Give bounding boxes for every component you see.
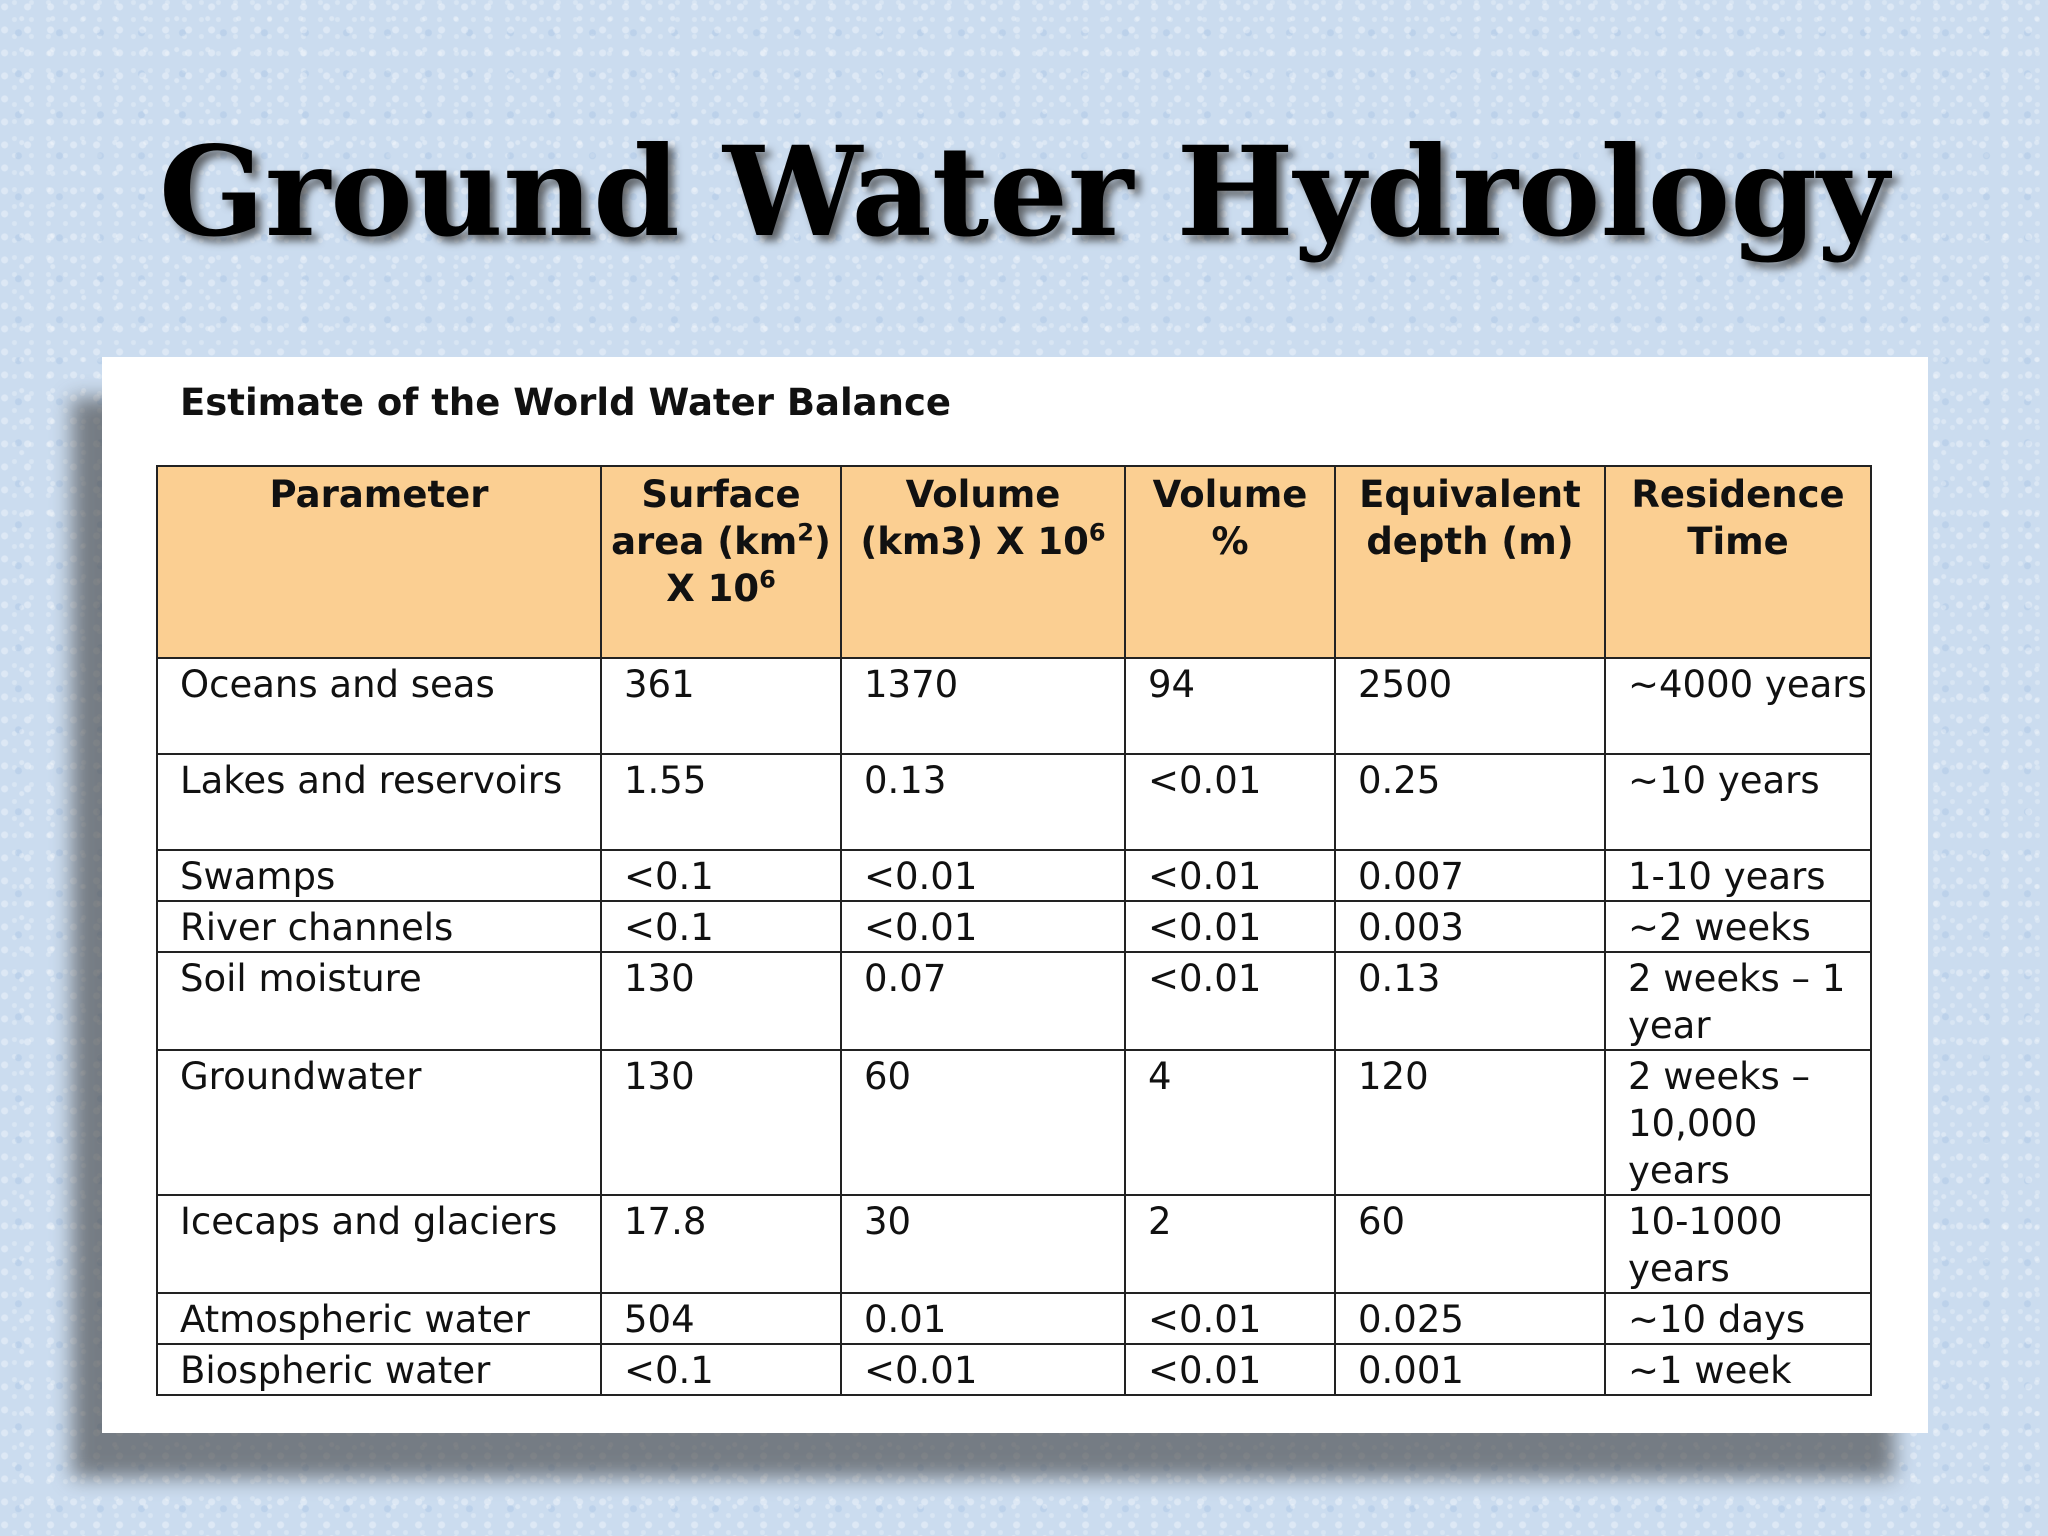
cell-residence-time: 2 weeks – 10,000 years (1605, 1050, 1871, 1195)
cell-volume-percent: <0.01 (1125, 1344, 1335, 1395)
cell-parameter: River channels (157, 901, 601, 952)
cell-volume: 0.13 (841, 754, 1125, 850)
cell-equivalent-depth: 2500 (1335, 658, 1605, 754)
cell-parameter: Groundwater (157, 1050, 601, 1195)
header-row (157, 466, 1871, 658)
cell-volume: 0.07 (841, 952, 1125, 1050)
cell-surface-area: <0.1 (601, 1344, 841, 1395)
table-row (157, 952, 1871, 1050)
cell-residence-time: 10-1000 years (1605, 1195, 1871, 1293)
cell-equivalent-depth: 60 (1335, 1195, 1605, 1293)
table-row (157, 658, 1871, 754)
cell-volume-percent: 2 (1125, 1195, 1335, 1293)
table-row (157, 850, 1871, 901)
cell-residence-time: 2 weeks – 1 year (1605, 952, 1871, 1050)
slide-title: Ground Water Hydrology (158, 120, 1890, 265)
table-row (157, 901, 1871, 952)
cell-equivalent-depth: 0.025 (1335, 1293, 1605, 1344)
cell-residence-time: ~10 days (1605, 1293, 1871, 1344)
cell-surface-area: 504 (601, 1293, 841, 1344)
table-row (157, 1344, 1871, 1395)
cell-volume-percent: 94 (1125, 658, 1335, 754)
cell-volume-percent: <0.01 (1125, 850, 1335, 901)
cell-volume: 30 (841, 1195, 1125, 1293)
cell-surface-area: 130 (601, 952, 841, 1050)
cell-surface-area: 17.8 (601, 1195, 841, 1293)
cell-equivalent-depth: 0.25 (1335, 754, 1605, 850)
header-volume: Volume (km3) X $10^6$ (841, 466, 1125, 658)
cell-equivalent-depth: 120 (1335, 1050, 1605, 1195)
cell-residence-time: 1-10 years (1605, 850, 1871, 901)
table-title: Estimate of the World Water Balance (180, 381, 952, 424)
cell-surface-area: <0.1 (601, 850, 841, 901)
cell-parameter: Oceans and seas (157, 658, 601, 754)
cell-parameter: Icecaps and glaciers (157, 1195, 601, 1293)
cell-parameter: Soil moisture (157, 952, 601, 1050)
header-surface-area: Surface area $(km^2)$ X $10^6$ (601, 466, 841, 658)
cell-residence-time: ~10 years (1605, 754, 1871, 850)
cell-residence-time: ~4000 years (1605, 658, 1871, 754)
cell-volume-percent: <0.01 (1125, 754, 1335, 850)
cell-volume: 60 (841, 1050, 1125, 1195)
cell-volume: 0.01 (841, 1293, 1125, 1344)
header-residence-time: Residence Time (1605, 466, 1871, 658)
cell-equivalent-depth: 0.13 (1335, 952, 1605, 1050)
cell-parameter: Lakes and reservoirs (157, 754, 601, 850)
cell-volume-percent: <0.01 (1125, 901, 1335, 952)
cell-volume: <0.01 (841, 850, 1125, 901)
table-row (157, 1195, 1871, 1293)
header-equivalent-depth: Equivalent depth (m) (1335, 466, 1605, 658)
water-balance-table (156, 465, 1872, 1396)
cell-surface-area: 361 (601, 658, 841, 754)
cell-parameter: Biospheric water (157, 1344, 601, 1395)
cell-parameter: Swamps (157, 850, 601, 901)
cell-equivalent-depth: 0.003 (1335, 901, 1605, 952)
cell-residence-time: ~2 weeks (1605, 901, 1871, 952)
cell-volume-percent: <0.01 (1125, 1293, 1335, 1344)
cell-equivalent-depth: 0.001 (1335, 1344, 1605, 1395)
cell-surface-area: 1.55 (601, 754, 841, 850)
table-row (157, 1050, 1871, 1195)
cell-volume: <0.01 (841, 1344, 1125, 1395)
cell-equivalent-depth: 0.007 (1335, 850, 1605, 901)
header-parameter: Parameter (157, 466, 601, 658)
cell-residence-time: ~1 week (1605, 1344, 1871, 1395)
cell-volume: 1370 (841, 658, 1125, 754)
cell-parameter: Atmospheric water (157, 1293, 601, 1344)
table-row (157, 754, 1871, 850)
table-panel (102, 357, 1928, 1433)
cell-surface-area: 130 (601, 1050, 841, 1195)
cell-volume: <0.01 (841, 901, 1125, 952)
cell-volume-percent: 4 (1125, 1050, 1335, 1195)
cell-surface-area: <0.1 (601, 901, 841, 952)
header-volume-percent: Volume % (1125, 466, 1335, 658)
table-row (157, 1293, 1871, 1344)
cell-volume-percent: <0.01 (1125, 952, 1335, 1050)
